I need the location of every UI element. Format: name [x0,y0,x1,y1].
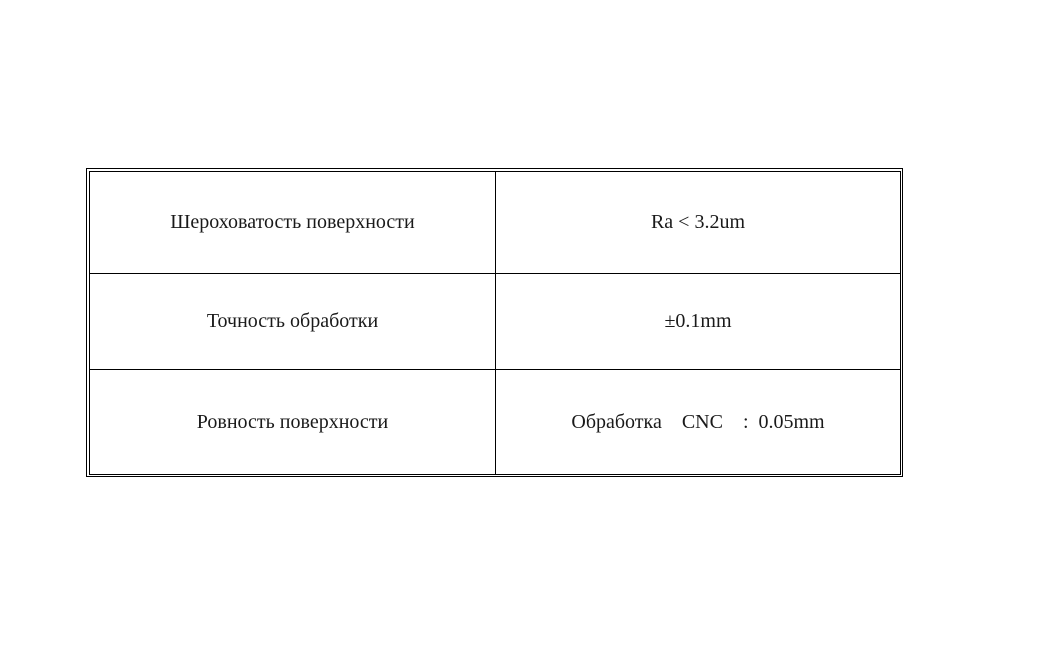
row-label: Шероховатость поверхности [90,172,496,274]
table-row [90,172,901,274]
table-row [90,274,901,370]
row-value: Обработка CNC : 0.05mm [496,370,901,475]
row-value: Ra < 3.2um [496,172,901,274]
spec-table-frame [86,168,903,477]
row-label: Ровность поверхности [90,370,496,475]
table-row [90,370,901,475]
row-label: Точность обработки [90,274,496,370]
row-value: ±0.1mm [496,274,901,370]
spec-table [89,171,901,475]
